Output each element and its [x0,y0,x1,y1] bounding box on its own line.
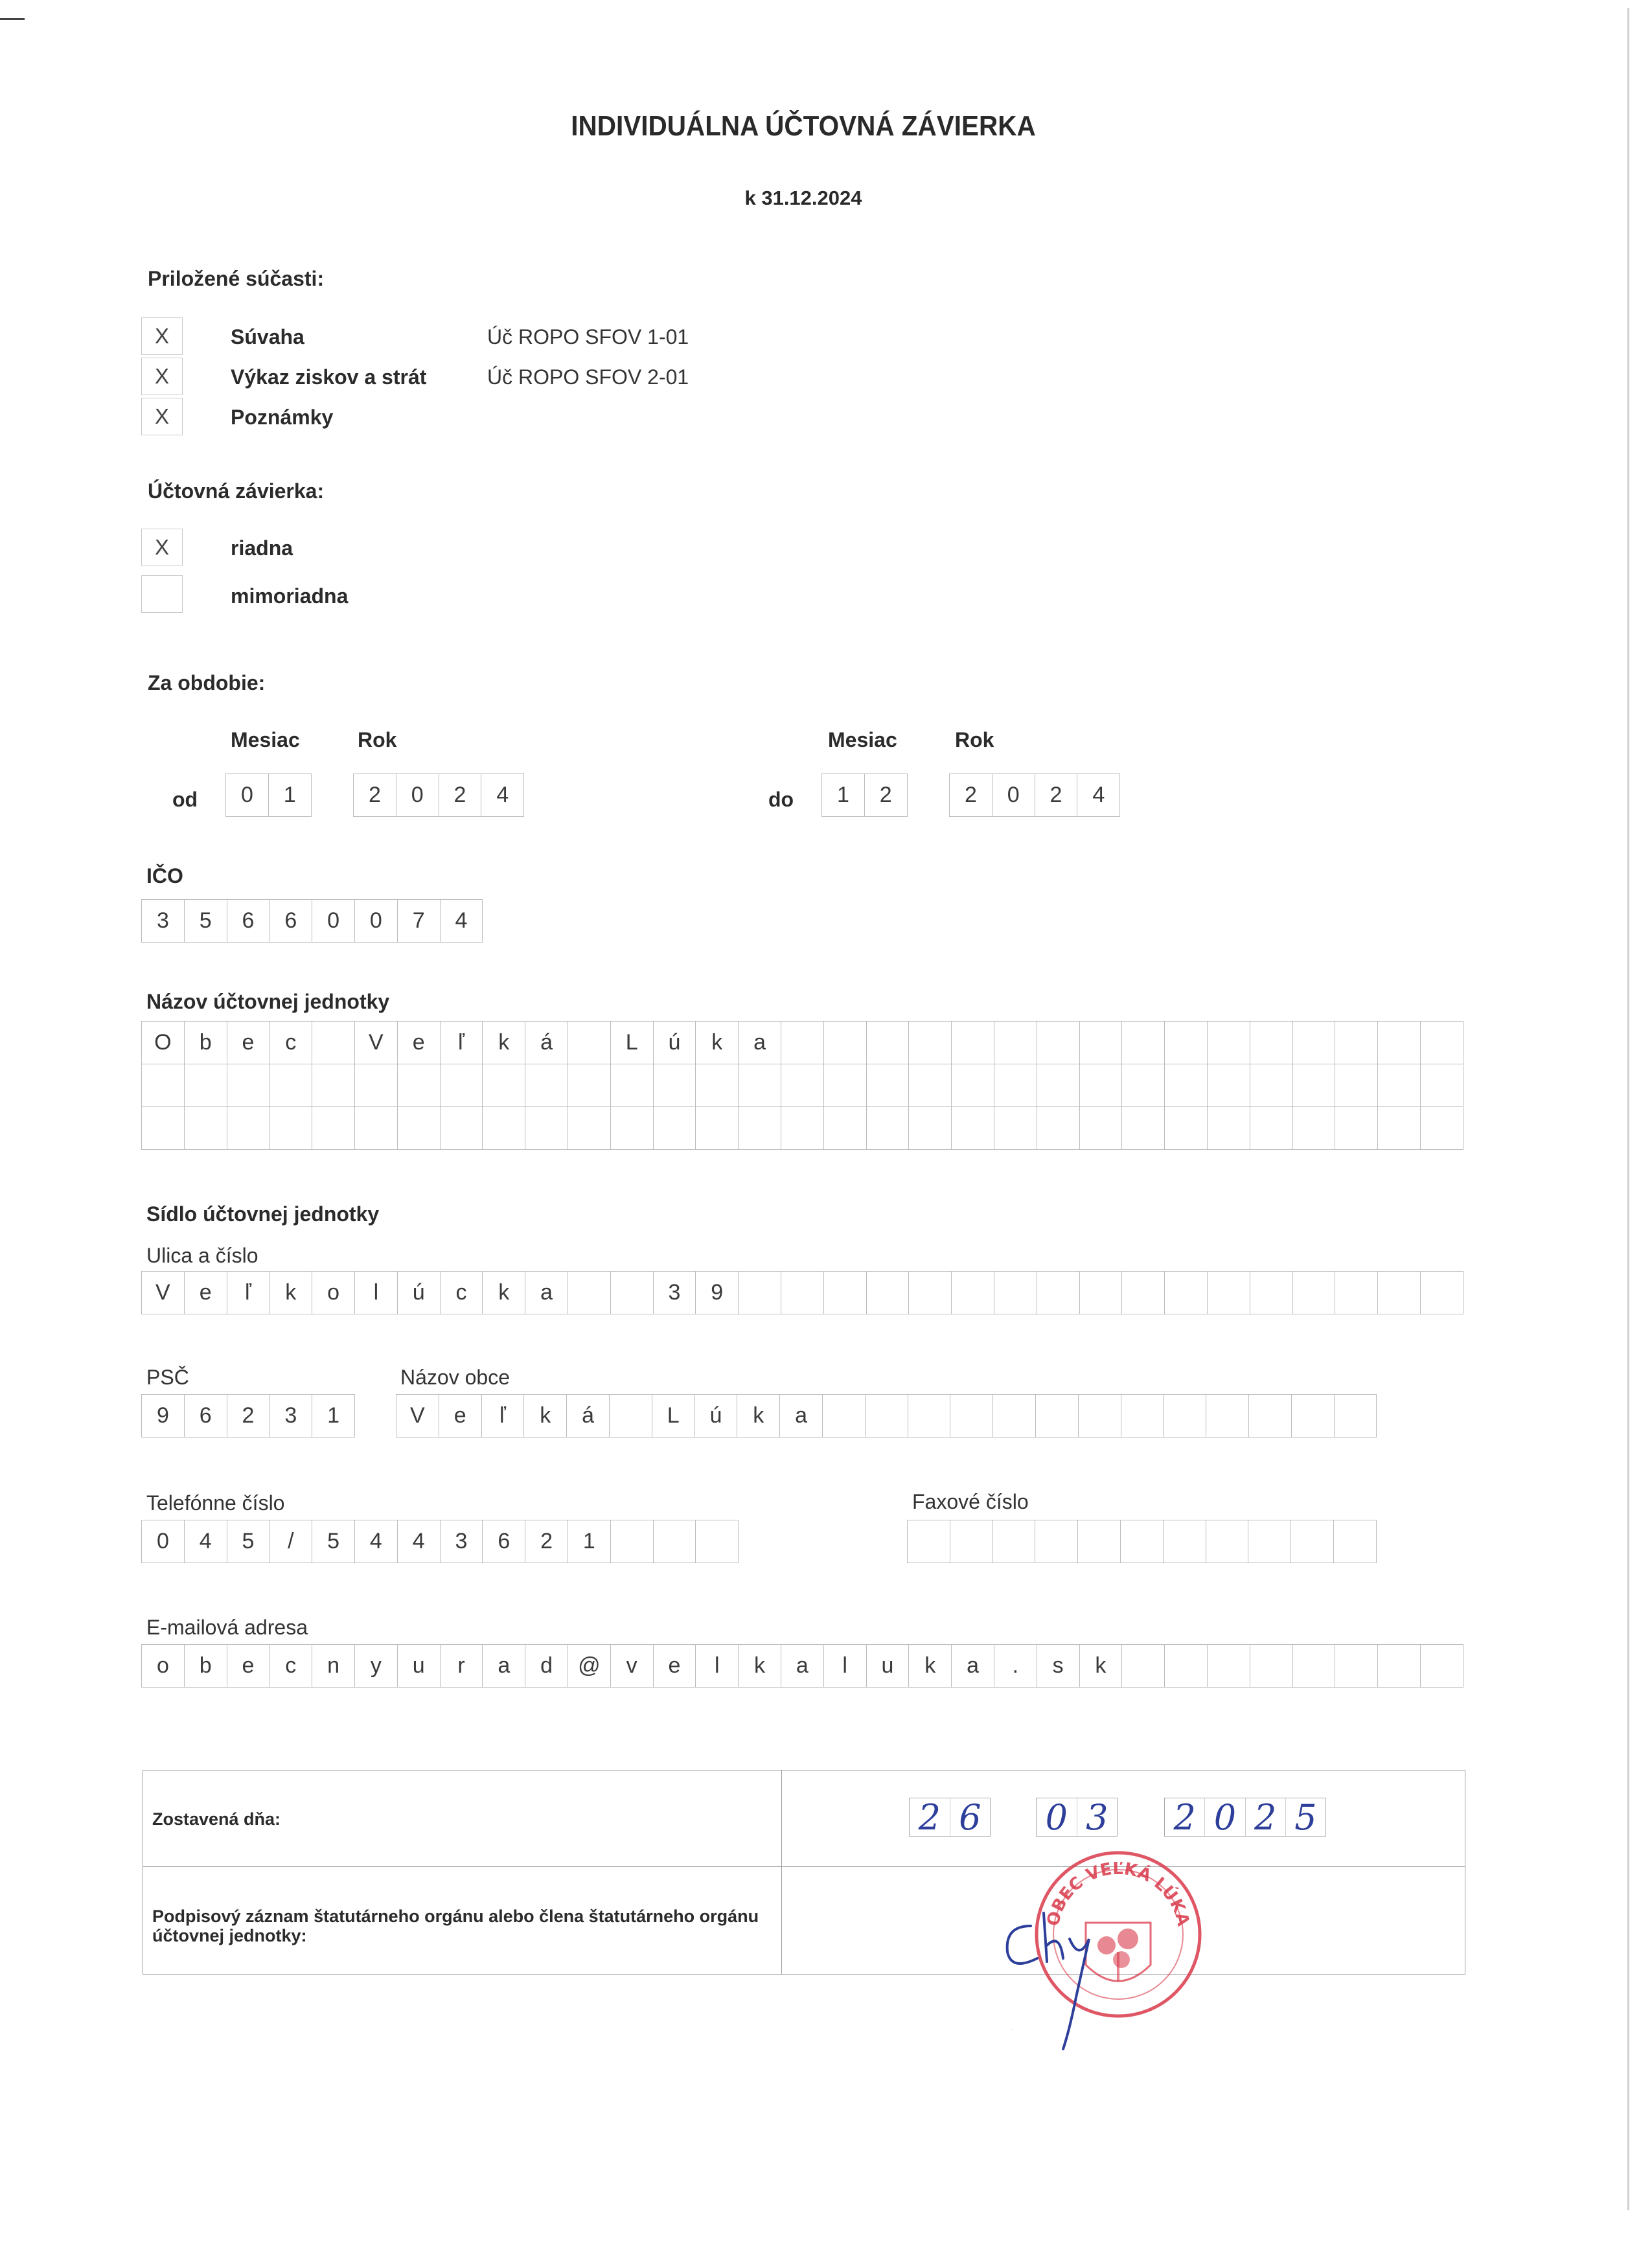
closing-label-extraordinary: mimoriadna [231,584,349,608]
char-cell: 5 [312,1520,355,1563]
closing-heading: Účtovná závierka: [148,479,325,503]
char-cell [654,1107,696,1150]
char-cell: ľ [227,1272,270,1314]
char-cell: k [524,1395,567,1438]
char-cell: a [780,1395,823,1438]
psc-field[interactable] [141,1394,355,1438]
compiled-year-field[interactable] [1164,1798,1326,1837]
char-cell: L [611,1022,654,1064]
entity-name-row [141,1064,1463,1107]
char-cell [994,1064,1037,1107]
char-cell: 9 [142,1395,185,1438]
char-cell [1378,1107,1421,1150]
char-cell [1037,1022,1080,1064]
compiled-date-label: Zostavená dňa: [152,1809,281,1829]
char-cell [1208,1022,1250,1064]
char-cell [1122,1645,1165,1688]
char-cell [1378,1022,1421,1064]
char-cell [993,1395,1036,1438]
char-cell [355,1064,398,1107]
char-cell [1121,1395,1164,1438]
email-label: E-mailová adresa [146,1616,308,1639]
char-cell [227,1107,270,1150]
char-cell [1078,1520,1121,1563]
from-month-field[interactable] [225,773,312,817]
char-cell [525,1064,568,1107]
scan-mark [0,18,25,20]
char-cell: ľ [482,1395,525,1438]
char-cell [739,1107,781,1150]
char-cell [952,1272,994,1314]
compiled-month-digit: 3 [1086,1796,1108,1838]
char-cell [1293,1272,1336,1314]
char-cell: k [909,1645,952,1688]
char-cell [525,1107,568,1150]
char-cell [909,1107,952,1150]
char-cell: 5 [185,900,227,943]
char-cell [909,1064,952,1107]
from-year-label: Rok [358,728,397,751]
char-cell [1164,1395,1206,1438]
char-cell: @ [568,1645,611,1688]
char-cell: c [270,1022,312,1064]
closing-label-regular: riadna [231,536,293,560]
char-cell [610,1395,652,1438]
char-cell: c [441,1272,483,1314]
char-cell [1335,1064,1378,1107]
char-cell: ľ [441,1022,483,1064]
char-cell [994,1272,1037,1314]
town-field[interactable] [396,1394,1377,1438]
char-cell [227,1064,270,1107]
char-cell: 4 [185,1520,227,1563]
closing-checkbox-extraordinary[interactable] [141,575,183,613]
to-month-field[interactable] [821,773,908,817]
from-year-digit: 2 [354,774,396,817]
char-cell: 1 [312,1395,355,1438]
from-year-field[interactable] [353,773,524,817]
signature-label: Podpisový záznam štatutárneho orgánu alebo člena štatutárneho orgánu účtovnej jednotky: [152,1907,759,1945]
char-cell [908,1395,951,1438]
char-cell [654,1064,696,1107]
char-cell [1293,1022,1336,1064]
char-cell: 5 [227,1520,270,1563]
char-cell [1165,1272,1208,1314]
from-month-digit: 0 [226,774,269,817]
char-cell [1165,1022,1208,1064]
compiled-year-digit: 0 [1205,1798,1245,1836]
entity-name-label: Názov účtovnej jednotky [146,990,390,1013]
char-cell: V [142,1272,185,1314]
entity-name-row [141,1021,1463,1064]
period-heading: Za obdobie: [148,671,266,694]
char-cell [781,1107,824,1150]
char-cell [1080,1022,1123,1064]
to-year-digit: 2 [950,774,992,817]
char-cell [142,1064,185,1107]
char-cell [781,1272,824,1314]
compiled-month-digit: 0 [1037,1798,1077,1836]
char-cell [1421,1022,1463,1064]
compiled-day-field[interactable] [909,1798,991,1837]
ico-label: IČO [146,864,183,888]
char-cell: 7 [398,900,441,943]
char-cell [696,1064,739,1107]
char-cell: 6 [270,900,312,943]
char-cell [483,1107,525,1150]
char-cell [1121,1520,1164,1563]
fax-field[interactable] [907,1520,1377,1563]
char-cell: 0 [355,900,398,943]
char-cell [1037,1272,1080,1314]
char-cell [1293,1107,1336,1150]
to-year-field[interactable] [949,773,1120,817]
phone-label: Telefónne číslo [146,1491,285,1515]
document-title: INDIVIDUÁLNA ÚČTOVNÁ ZÁVIERKA [571,110,1036,142]
table-divider [781,1770,782,1974]
phone-field[interactable] [141,1520,739,1563]
char-cell [312,1022,355,1064]
char-cell: 3 [441,1520,483,1563]
to-year-label: Rok [955,728,994,751]
char-cell [1206,1520,1249,1563]
char-cell: l [824,1645,867,1688]
char-cell [1165,1107,1208,1150]
char-cell [1208,1645,1250,1688]
char-cell: 2 [227,1395,270,1438]
char-cell [1122,1064,1165,1107]
char-cell [1335,1395,1377,1438]
char-cell [1250,1022,1293,1064]
char-cell [993,1520,1036,1563]
handwritten-signature [998,1900,1141,2056]
attached-checkbox-1[interactable]: X [141,317,183,355]
char-cell [1421,1107,1463,1150]
char-cell: k [270,1272,312,1314]
char-cell [824,1107,867,1150]
char-cell [909,1272,952,1314]
char-cell [441,1107,483,1150]
compiled-year-digit: 2 [1165,1798,1205,1836]
document-subtitle: k 31.12.2024 [744,187,862,209]
char-cell [611,1520,654,1563]
char-cell: ú [398,1272,441,1314]
char-cell: V [355,1022,398,1064]
char-cell [1208,1064,1250,1107]
char-cell [950,1395,993,1438]
char-cell [185,1107,227,1150]
street-label: Ulica a číslo [146,1244,258,1267]
char-cell [270,1107,312,1150]
char-cell [1036,1395,1079,1438]
stamp-text: OBEC VEĽKÁ LÚKA [1043,1859,1193,1929]
char-cell: e [227,1022,270,1064]
char-cell: r [441,1645,483,1688]
char-cell [270,1064,312,1107]
to-year-digit: 0 [992,774,1035,817]
from-year-digit: 2 [439,774,482,817]
char-cell [1122,1272,1165,1314]
char-cell [867,1064,910,1107]
char-cell [142,1107,185,1150]
compiled-day-digit: 2 [910,1798,950,1836]
char-cell: L [652,1395,695,1438]
char-cell: e [439,1395,482,1438]
char-cell [1293,1645,1336,1688]
char-cell [952,1064,994,1107]
ico-field[interactable] [141,899,483,943]
char-cell: á [567,1395,610,1438]
from-month-digit: 1 [269,774,312,817]
town-label: Názov obce [400,1366,510,1389]
char-cell: á [525,1022,568,1064]
char-cell [1378,1272,1421,1314]
char-cell [909,1022,952,1064]
to-month-digit: 2 [865,774,908,817]
char-cell: 6 [227,900,270,943]
char-cell [1250,1107,1293,1150]
char-cell: / [270,1520,312,1563]
char-cell: y [355,1645,398,1688]
char-cell [355,1107,398,1150]
char-cell [824,1064,867,1107]
char-cell: ú [654,1022,696,1064]
char-cell [1165,1064,1208,1107]
char-cell [398,1064,441,1107]
street-field[interactable] [141,1271,1463,1314]
from-year-digit: 4 [481,774,524,817]
char-cell: 3 [270,1395,312,1438]
to-year-digit: 4 [1077,774,1120,817]
char-cell [696,1107,739,1150]
char-cell [1037,1064,1080,1107]
char-cell [824,1022,867,1064]
char-cell [1208,1272,1250,1314]
char-cell [781,1022,824,1064]
char-cell: e [398,1022,441,1064]
char-cell [908,1520,950,1563]
char-cell: u [398,1645,441,1688]
char-cell: 6 [483,1520,525,1563]
entity-name-row [141,1107,1463,1150]
compiled-year-digit: 5 [1294,1796,1317,1838]
char-cell [1291,1520,1334,1563]
char-cell: u [867,1645,910,1688]
char-cell [739,1064,781,1107]
closing-checkbox-regular[interactable]: X [141,529,183,566]
char-cell [1250,1272,1293,1314]
attached-label-1: Súvaha [231,325,304,349]
to-label: do [768,788,794,811]
from-month-label: Mesiac [231,728,300,751]
char-cell [823,1395,866,1438]
char-cell [1421,1645,1463,1688]
char-cell [952,1107,994,1150]
char-cell: . [994,1645,1037,1688]
char-cell: ú [695,1395,738,1438]
char-cell [1293,1064,1336,1107]
char-cell [1334,1520,1377,1563]
to-year-digit: 2 [1035,774,1078,817]
char-cell [696,1520,739,1563]
char-cell: e [227,1645,270,1688]
attached-label-2: Výkaz ziskov a strát [231,365,427,389]
char-cell: a [952,1645,994,1688]
psc-label: PSČ [146,1366,189,1389]
char-cell: V [396,1395,439,1438]
char-cell [611,1272,654,1314]
char-cell: 4 [355,1520,398,1563]
char-cell: b [185,1645,227,1688]
char-cell [994,1107,1037,1150]
table-divider [143,1866,1465,1867]
compiled-year-digit: 2 [1246,1798,1286,1836]
char-cell: o [312,1272,355,1314]
char-cell: n [312,1645,355,1688]
char-cell: l [696,1645,739,1688]
attached-checkbox-2[interactable]: X [141,358,183,395]
char-cell [1122,1107,1165,1150]
char-cell: a [525,1272,568,1314]
char-cell [867,1272,910,1314]
char-cell: 4 [441,900,483,943]
attached-checkbox-3[interactable]: X [141,398,183,435]
char-cell [1164,1520,1206,1563]
char-cell [568,1272,611,1314]
entity-name-field[interactable] [141,1021,1463,1150]
compiled-day-digit: 6 [959,1796,981,1838]
char-cell [312,1064,355,1107]
char-cell [1250,1645,1293,1688]
char-cell: e [654,1645,696,1688]
char-cell [1079,1395,1121,1438]
char-cell [781,1064,824,1107]
char-cell [1292,1395,1335,1438]
char-cell [611,1107,654,1150]
attached-code-1: Úč ROPO SFOV 1-01 [487,325,689,349]
fax-label: Faxové číslo [912,1490,1029,1513]
char-cell: 0 [312,900,355,943]
to-month-label: Mesiac [828,728,897,751]
char-cell [867,1107,910,1150]
char-cell [1250,1064,1293,1107]
char-cell: 2 [525,1520,568,1563]
char-cell [1378,1645,1421,1688]
char-cell [1037,1107,1080,1150]
char-cell: 0 [142,1520,185,1563]
attached-code-2: Úč ROPO SFOV 2-01 [487,365,689,389]
from-label: od [172,788,198,811]
char-cell [1080,1064,1123,1107]
char-cell [1335,1645,1378,1688]
char-cell [950,1520,993,1563]
char-cell: 1 [568,1520,611,1563]
char-cell [994,1022,1037,1064]
char-cell: a [781,1645,824,1688]
char-cell: k [737,1395,780,1438]
signature-table [143,1770,1465,2030]
char-cell [824,1272,867,1314]
char-cell [1080,1107,1123,1150]
compiled-month-field[interactable] [1036,1798,1118,1837]
email-field[interactable] [141,1644,1463,1688]
char-cell: a [739,1022,781,1064]
char-cell: 3 [654,1272,696,1314]
char-cell [1122,1022,1165,1064]
char-cell [441,1064,483,1107]
char-cell [1335,1272,1378,1314]
to-month-digit: 1 [822,774,865,817]
char-cell [1335,1022,1378,1064]
char-cell: l [355,1272,398,1314]
char-cell [1248,1520,1291,1563]
seat-heading: Sídlo účtovnej jednotky [146,1202,380,1226]
char-cell [1206,1395,1249,1438]
char-cell [568,1022,611,1064]
char-cell: 6 [185,1395,227,1438]
char-cell: k [483,1022,525,1064]
char-cell [398,1107,441,1150]
char-cell: k [483,1272,525,1314]
char-cell [312,1107,355,1150]
char-cell: k [739,1645,781,1688]
char-cell [483,1064,525,1107]
char-cell: v [611,1645,654,1688]
char-cell [1421,1064,1463,1107]
char-cell: k [1080,1645,1123,1688]
char-cell: d [525,1645,568,1688]
char-cell: k [696,1022,739,1064]
char-cell [568,1107,611,1150]
char-cell [185,1064,227,1107]
char-cell: s [1037,1645,1080,1688]
char-cell [1035,1520,1078,1563]
char-cell: 4 [398,1520,441,1563]
char-cell: a [483,1645,525,1688]
char-cell [1249,1395,1292,1438]
char-cell [1335,1107,1378,1150]
char-cell: O [142,1022,185,1064]
char-cell [1080,1272,1123,1314]
char-cell [867,1022,910,1064]
char-cell: 9 [696,1272,739,1314]
char-cell [611,1064,654,1107]
char-cell [1378,1064,1421,1107]
attached-heading: Priložené súčasti: [148,267,325,290]
char-cell: o [142,1645,185,1688]
char-cell [1421,1272,1463,1314]
char-cell: c [270,1645,312,1688]
char-cell [1208,1107,1250,1150]
char-cell [866,1395,908,1438]
from-year-digit: 0 [396,774,439,817]
char-cell [952,1022,994,1064]
char-cell: 3 [142,900,185,943]
attached-label-3: Poznámky [231,406,334,429]
char-cell: e [185,1272,227,1314]
char-cell [1165,1645,1208,1688]
scan-edge [1627,8,1629,2210]
char-cell [568,1064,611,1107]
char-cell: b [185,1022,227,1064]
char-cell [739,1272,781,1314]
char-cell [654,1520,696,1563]
